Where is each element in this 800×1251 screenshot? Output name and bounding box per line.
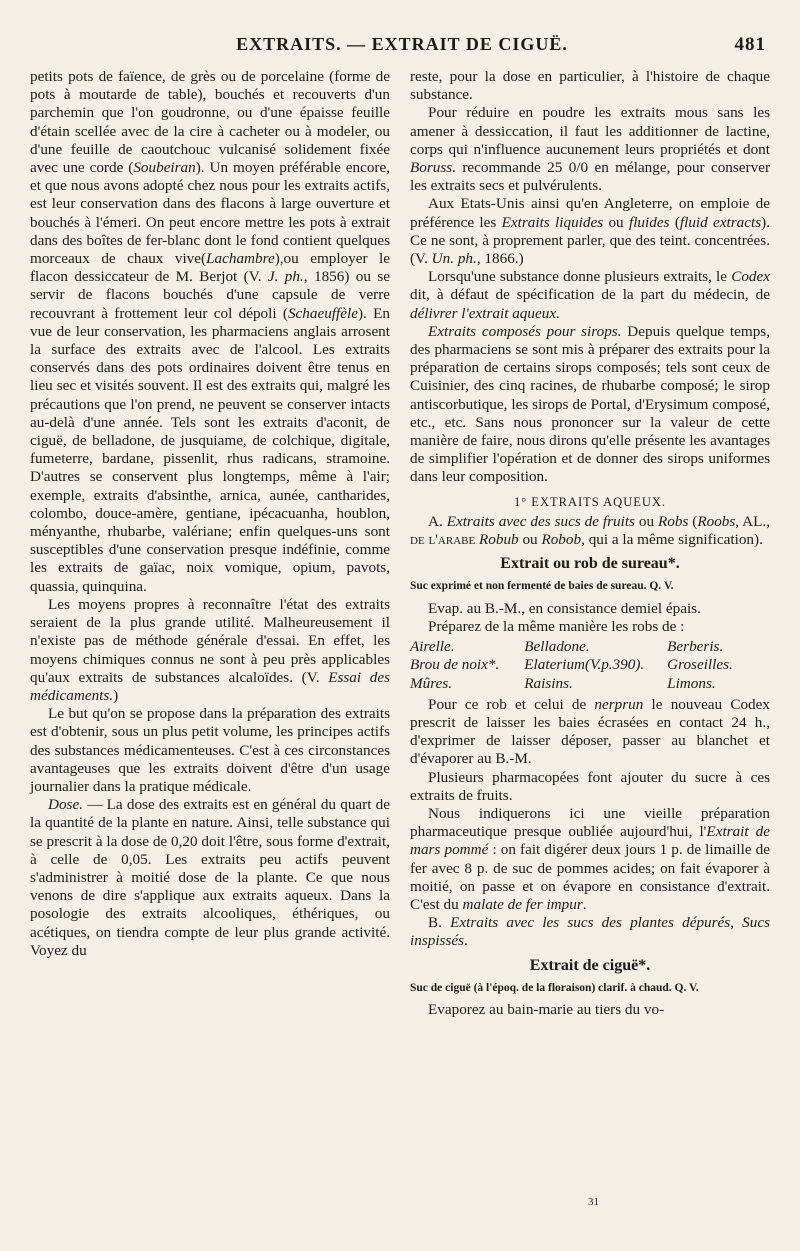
fruit-item: Belladone. xyxy=(524,638,590,656)
paragraph: Evap. au B.-M., en consistance demiel épais. xyxy=(428,599,701,617)
paragraph: Le but qu'on se propose dans la préparation des extraits est d'obtenir, sous un plus petit volume, les principes actifs des substances médicamenteuses. C'est à ces circonstances avantageuses que les extraits doivent d'être d'un usage journalier dans la pratique médicale. xyxy=(30,705,390,795)
fruit-item: Berberis. xyxy=(667,638,724,656)
text-columns xyxy=(30,68,774,1019)
running-header xyxy=(30,0,774,60)
section-heading: 1° EXTRAITS AQUEUX. xyxy=(513,494,667,509)
paragraph: Evaporez au bain-marie au tiers du vo- xyxy=(428,1000,665,1018)
fruit-item: Mûres. xyxy=(410,674,453,692)
fruit-item: Elaterium(V.p.390). xyxy=(524,656,645,674)
recipe-heading-cigue: Extrait de ciguë*. xyxy=(529,956,651,974)
paragraph: Pour ce rob et celui de nerprun le nouveau Codex prescrit de laisser les baies écrasées en contact 24 h., d'exprimer de laisser déposer, passer au blanchet et d'évaporer au B.-M. xyxy=(410,695,770,768)
paragraph: Extraits composés pour sirops. Depuis quelque temps, des pharmaciens se sont mis à préparer des extraits pour la préparation de certains sirops composés; tels sont ceux de Cuisinier, des cinq racines, de rhubarbe composé; le sirop antiscorbutique, les sirops de Portal, d'Erysimum composé, etc., etc. Sans nous prononcer sur la valeur de cette manière de faire, nous dirons qu'elle présente les avantages de simplifier l'opération et de donner des sirops uniformes dans leur composition. xyxy=(410,322,770,486)
paragraph: Les moyens propres à reconnaître l'état des extraits seraient de la plus grande utilité. Malheureusement il n'existe pas de méthode générale d'essai. En effet, les moyens chimiques connus ne sont à peu près applicables qu'aux extraits de substances alcaloïdes. (V. Essai des médicaments.) xyxy=(30,595,391,704)
fruit-list xyxy=(410,638,770,693)
fruit-item: Airelle. xyxy=(410,638,455,656)
paragraph: Lorsqu'une substance donne plusieurs extraits, le Codex dit, à défaut de spécification de la part du médecin, de délivrer l'extrait aqueux. xyxy=(410,268,770,322)
recipe-ingredient: Suc exprimé et non fermenté de baies de sureau. Q. V. xyxy=(410,580,674,593)
paragraph: Préparez de la même manière les robs de : xyxy=(428,617,685,635)
recipe-ingredient: Suc de ciguë (à l'époq. de la floraison) clarif. à chaud. Q. V. xyxy=(410,981,699,994)
left-column xyxy=(30,68,390,1019)
paragraph: Plusieurs pharmacopées font ajouter du sucre à ces extraits de fruits. xyxy=(410,768,770,804)
paragraph: petits pots de faïence, de grès ou de porcelaine (forme de pots à moutarde de table), bouchés et recouverts d'un parchemin que l'on goudronne, ou d'une épaisse feuille d'étain scellée avec de la cire à cacheter ou à modeler, ou d'une feuille de caoutchouc vulcanisé solidement fixée avec une corde (Soubeiran). Un moyen préférable encore, et que nous avons adopté chez nous pour les extraits actifs, est leur conservation dans des flacons à large ouverture et bouchés à l'émeri. On peut encore mettre les pots à extrait dans des boîtes de fer-blanc dont le fond contient quelques morceaux de chaux vive(Lachambre),ou employer le flacon dessiccateur de M. Berjot (V. J. ph., 1856) ou se servir de flacons bouchés d'une capsule de verre recouvrant à frottement leur col dépoli (Schaeuffèle). En vue de leur conservation, les pharmaciens anglais arrosent la surface des extraits avec de l'alcool. Les extraits conservés dans des pots ordinaires doivent être tenus en lieu sec et visités souvent. Il est des extraits qui, malgré les précautions que l'on prend, ne peuvent se conserver intacts au-delà d'une année. Tels sont les extraits d'aconit, de ciguë, de belladone, de jusquiame, de colchique, digitale, fumeterre, bardane, pissenlit, rhus radicans, stramoine. D'autres se conservent plus longtemps, même à l'air; exemple, extraits d'absinthe, arnica, aunée, cantharides, colombo, douce-amère, gentiane, ipécacuanha, houblon, ményanthe, rhubarbe, valériane; enfin quelques-uns sont susceptibles d'une conservation presque indéfinie, comme les extraits de gaïac, noix vomique, opium, pavots, quassia, quinquina. xyxy=(30,68,391,595)
fruit-item: Raisins. xyxy=(524,674,573,692)
paragraph: Pour réduire en poudre les extraits mous sans les amener à dessiccation, il faut les additionner de lactine, corps qui n'influence aucunement leurs propriétés et dont Boruss. recommande 25 0/0 en mélange, pour conserver les extraits secs et pulvérulents. xyxy=(410,104,770,195)
recipe-heading-sureau: Extrait ou rob de sureau*. xyxy=(500,555,680,573)
right-column xyxy=(410,68,770,1019)
paragraph: Aux Etats-Unis ainsi qu'en Angleterre, on emploie de préférence les Extraits liquides ou fluides (fluid extracts). Ce ne sont, à proprement parler, que des teint. concentrées. (V. Un. ph., 1866.) xyxy=(410,195,770,268)
page-number: 481 xyxy=(734,34,766,55)
fruit-item: Brou de noix*. xyxy=(410,656,500,674)
fruit-item: Groseilles. xyxy=(667,656,733,674)
paragraph: B. Extraits avec les sucs des plantes dépurés, Sucs inspissés. xyxy=(410,914,771,950)
paragraph: reste, pour la dose en particulier, à l'histoire de chaque substance. xyxy=(410,68,770,104)
paragraph-dose: Dose. — La dose des extraits est en général du quart de la quantité de la plante en nature. Ainsi, telle substance qui se prescrit à la dose de 0,20 doit l'être, sous forme d'extrait, à celle de 0,05. Les extraits peu actifs peuvent s'administrer à moitié dose de la plante. Ce que nous venons de dire s'applique aux extraits aqueux. Dans la posologie des extraits alcooliques, éthériques, ou acétiques, on tiendra compte de leur plus grande activité. Voyez du xyxy=(30,796,390,959)
paragraph: A. Extraits avec des sucs de fruits ou Robs (Roobs, AL., de l'arabe Robub ou Robob, qui a la même signification). xyxy=(410,512,771,549)
paragraph: Nous indiquerons ici une vieille préparation pharmaceutique presque oubliée aujourd'hui, l'Extrait de mars pommé : on fait digérer deux jours 1 p. de limaille de fer avec 8 p. de suc de pommes acides; on fait évaporer à moitié, on passe et on évapore en consistance d'extrait. C'est du malate de fer impur. xyxy=(410,804,770,913)
fruit-item: Limons. xyxy=(667,674,716,692)
running-title: EXTRAITS. — EXTRAIT DE CIGUË. xyxy=(236,34,568,54)
signature-mark: 31 xyxy=(588,1196,599,1208)
